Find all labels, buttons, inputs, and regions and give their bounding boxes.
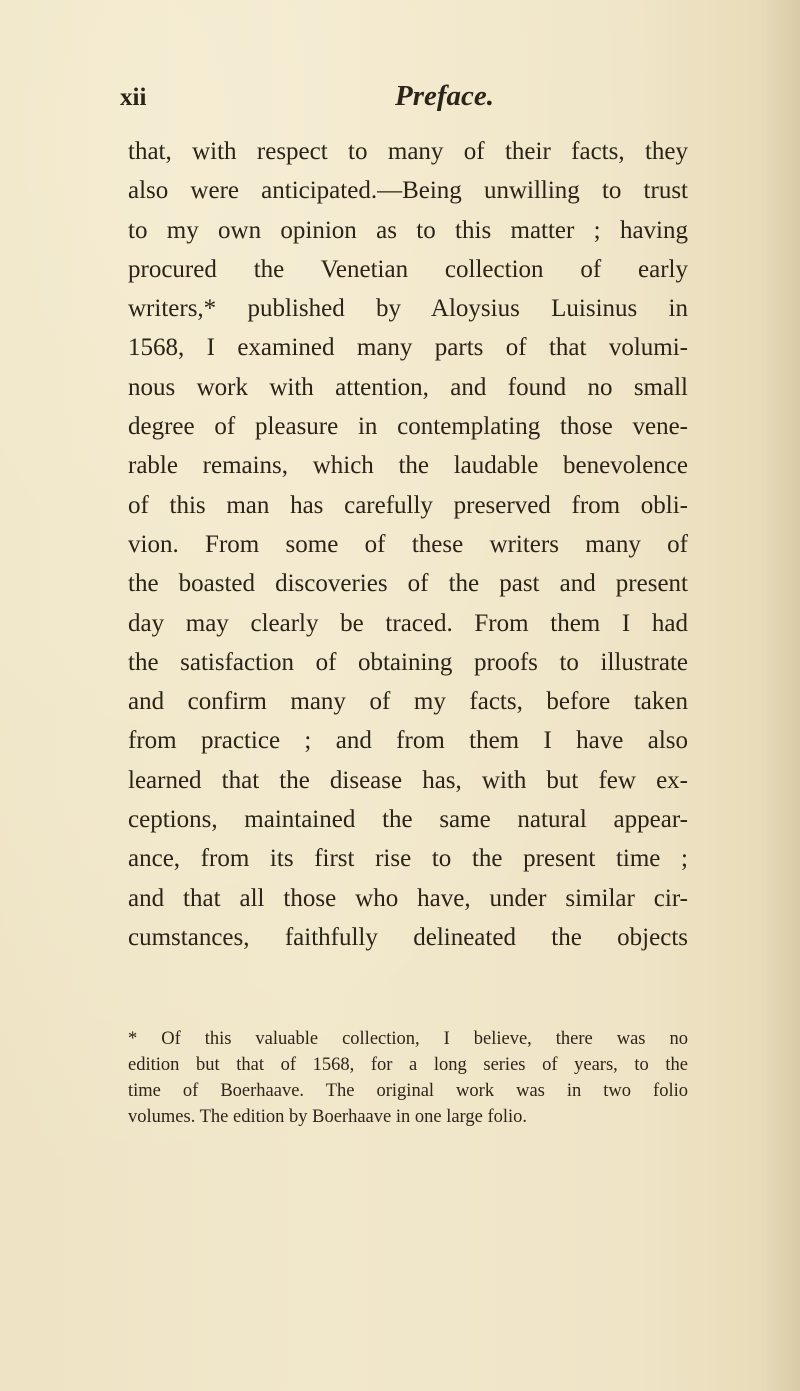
body-line: degree of pleasure in contemplating those vene- [128, 413, 688, 441]
body-line: to my own opinion as to this matter ; having [128, 216, 688, 244]
footnote-line: * Of this valuable collection, I believe, there was no [128, 1029, 688, 1049]
body-line: rable remains, which the laudable benevolence [128, 452, 688, 480]
body-line: that, with respect to many of their facts, they [128, 138, 688, 165]
body-line: the satisfaction of obtaining proofs to illustrate [128, 648, 688, 676]
body-line: cumstances, faithfully delineated the objects [128, 923, 688, 951]
body-line: from practice ; and from them I have also [128, 727, 688, 755]
body-line: nous work with attention, and found no small [128, 373, 688, 401]
body-line: learned that the disease has, with but few ex- [128, 766, 688, 794]
body-line: and that all those who have, under similar cir- [128, 884, 688, 912]
body-text [128, 132, 688, 957]
body-line: day may clearly be traced. From them I had [128, 609, 688, 637]
body-line: writers,* published by Aloysius Luisinus in [128, 295, 688, 323]
body-line: the boasted discoveries of the past and present [128, 570, 688, 598]
body-line: and confirm many of my facts, before taken [128, 688, 688, 716]
body-line: ance, from its first rise to the present time ; [128, 845, 688, 873]
footnote-line: time of Boerhaave. The original work was in two folio [128, 1081, 688, 1101]
body-line: 1568, I examined many parts of that volumi- [128, 334, 688, 362]
body-line: also were anticipated.—Being unwilling to trust [128, 177, 688, 205]
running-head: Preface. [395, 80, 495, 112]
footnote-line: volumes. The edition by Boerhaave in one large folio. [128, 1107, 528, 1127]
footnote-line: edition but that of 1568, for a long series of years, to the [128, 1055, 688, 1075]
page-number: xii [120, 84, 147, 111]
body-line: ceptions, maintained the same natural appear- [128, 806, 688, 834]
body-line: vion. From some of these writers many of [128, 530, 688, 558]
page-edge-shadow [760, 0, 800, 1391]
body-line: procured the Venetian collection of early [128, 255, 688, 283]
body-line: of this man has carefully preserved from obli- [128, 491, 688, 519]
page-header [0, 78, 800, 118]
footnote [128, 1026, 688, 1130]
